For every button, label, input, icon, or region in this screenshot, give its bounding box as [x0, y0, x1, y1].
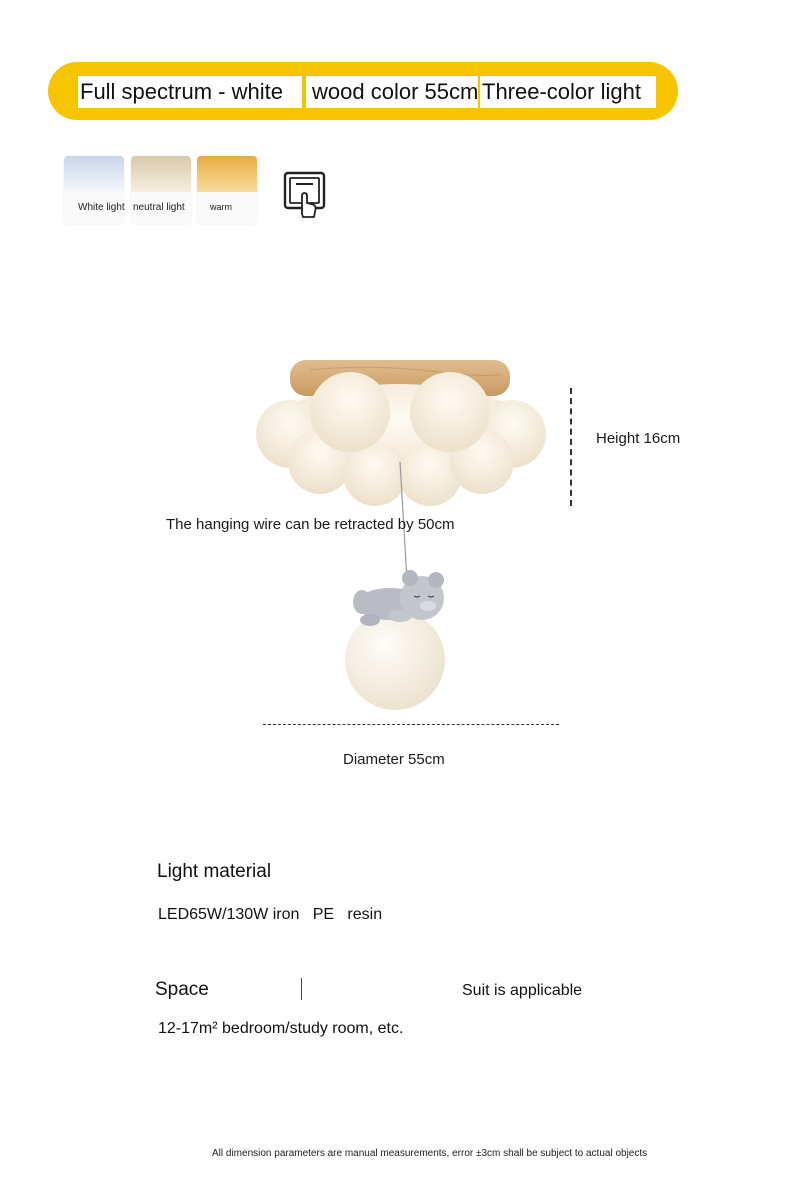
warm-light-caption: warm: [210, 202, 232, 212]
three-color-label: Three-color light: [478, 76, 656, 108]
warm-light-swatch: [197, 156, 257, 224]
bear-figure: [353, 570, 444, 626]
moon-ball: [345, 610, 445, 710]
wire-retract-label: The hanging wire can be retracted by 50cm: [166, 516, 455, 533]
spectrum-label: Full spectrum - white: [78, 76, 302, 108]
white-light-caption: White light: [78, 202, 125, 213]
space-title: Space: [155, 979, 209, 1000]
space-divider: [301, 978, 302, 1000]
measurement-disclaimer: All dimension parameters are manual measurements, error ±3cm shall be subject to actual objects: [212, 1148, 648, 1159]
diameter-label: Diameter 55cm: [343, 751, 445, 768]
light-material-title: Light material: [157, 861, 272, 882]
neutral-light-caption: neutral light: [133, 202, 185, 213]
title-banner: [48, 62, 678, 120]
white-light-swatch: [64, 156, 124, 224]
touch-switch-icon: [282, 170, 328, 220]
wood-color-label: wood color 55cm: [306, 76, 484, 108]
cloud-bear-lamp-illustration: [250, 352, 560, 722]
space-value: 12-17m² bedroom/study room, etc.: [158, 1020, 404, 1037]
neutral-light-swatch: [131, 156, 191, 224]
height-dimension-line: [570, 388, 572, 506]
height-label: Height 16cm: [596, 430, 681, 447]
light-material-value: LED65W/130W iron PE resin: [158, 906, 383, 923]
diameter-dimension-line: [263, 724, 559, 725]
suit-applicable-label: Suit is applicable: [462, 982, 583, 999]
